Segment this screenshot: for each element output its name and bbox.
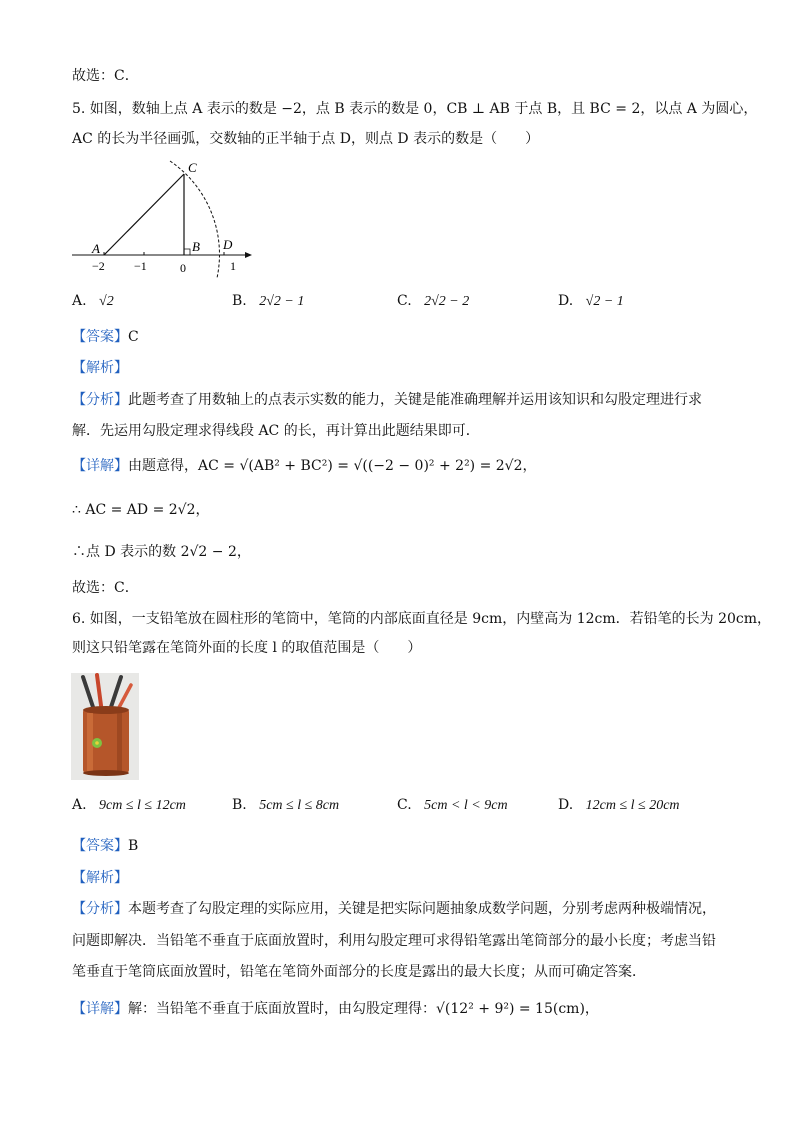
q6-option-b (232, 795, 339, 816)
q5-option-b-letter: B. (232, 293, 247, 309)
q6-option-c (397, 795, 508, 816)
q5-option-d-text: √2 − 1 (585, 294, 624, 309)
q6-fenxi-text1: 本题考查了勾股定理的实际应用，关键是把实际问题抽象成数学问题，分别考虑两种极端情况， (128, 901, 716, 917)
q6-option-a-text: 9cm ≤ l ≤ 12cm (99, 798, 186, 813)
q6-answer-value: B (128, 838, 139, 854)
q5-option-c (397, 291, 469, 312)
q5-option-c-text: 2√2 − 2 (424, 294, 470, 309)
tick-label-neg1: −1 (134, 259, 147, 273)
q5-final: 故选：C． (72, 580, 139, 596)
q5-analysis-heading (72, 358, 128, 378)
q6-answer-line (72, 836, 138, 856)
q5-stem-line1: 5. 如图，数轴上点 A 表示的数是 −2，点 B 表示的数是 0，CB ⊥ AB 于点 B，且 BC = 2，以点 A 为圆心， (72, 101, 758, 117)
q5-analysis-tag: 【解析】 (72, 360, 128, 376)
q5-option-a (72, 291, 114, 312)
q5-step2: ∴ AC = AD = 2√2， (72, 502, 210, 518)
q6-option-b-text: 5cm ≤ l ≤ 8cm (259, 798, 340, 813)
q5-number-line-diagram (70, 156, 260, 278)
prev-answer: 故选：C． (72, 68, 139, 84)
q6-option-a-letter: A. (72, 797, 87, 813)
q5-xiangjie-line (72, 456, 537, 476)
q5-option-d-letter: D. (558, 293, 574, 309)
q6-stem-line1: 6. 如图，一支铅笔放在圆柱形的笔筒中，笔筒的内部底面直径是 9cm，内壁高为 12cm．若铅笔的长为 20cm， (72, 611, 772, 627)
q6-option-d-text: 12cm ≤ l ≤ 20cm (585, 798, 680, 813)
q6-option-c-text: 5cm < l < 9cm (424, 798, 508, 813)
q5-stem-line2: AC 的长为半径画弧，交数轴的正半轴于点 D，则点 D 表示的数是（ ） (72, 131, 540, 147)
label-b: B (192, 239, 200, 254)
q6-option-d-letter: D. (558, 797, 574, 813)
q6-answer-tag: 【答案】 (72, 838, 128, 854)
label-c: C (188, 160, 197, 175)
q5-answer-tag: 【答案】 (72, 329, 128, 345)
q6-xiangjie-text: 解：当铅笔不垂直于底面放置时，由勾股定理得：√(12² + 9²) = 15(cm)， (128, 1001, 599, 1017)
tick-label-neg2: −2 (92, 259, 105, 273)
q6-fenxi-line2: 问题即解决．当铅笔不垂直于底面放置时，利用勾股定理可求得铅笔露出笔筒部分的最小长度；考虑当铅 (72, 933, 716, 949)
q6-fenxi-line3: 笔垂直于笔筒底面放置时，铅笔在笔筒外面部分的长度是露出的最大长度；从而可确定答案． (72, 964, 646, 980)
q5-fenxi-tag: 【分析】 (72, 392, 128, 408)
label-a: A (92, 241, 100, 256)
q5-option-c-letter: C. (397, 293, 412, 309)
q5-option-d (558, 291, 624, 312)
q6-fenxi-tag: 【分析】 (72, 901, 128, 917)
q6-analysis-tag: 【解析】 (72, 870, 128, 886)
pen-holder-photo (71, 673, 139, 780)
q5-fenxi-text1: 此题考查了用数轴上的点表示实数的能力，关键是能准确理解并运用该知识和勾股定理进行求 (128, 392, 702, 408)
tick-label-0: 0 (180, 261, 186, 275)
q6-fenxi-line1 (72, 899, 716, 919)
q5-fenxi-line2: 解．先运用勾股定理求得线段 AC 的长，再计算出此题结果即可． (72, 423, 480, 439)
tick-label-1: 1 (230, 259, 236, 273)
q5-option-b-text: 2√2 − 1 (259, 294, 305, 309)
q6-analysis-heading (72, 868, 128, 888)
q6-xiangjie-tag: 【详解】 (72, 1001, 128, 1017)
q6-option-b-letter: B. (232, 797, 247, 813)
q5-answer-line (72, 327, 139, 347)
q5-option-b (232, 291, 304, 312)
label-d: D (223, 237, 233, 252)
q5-answer-value: C (128, 329, 139, 345)
q5-step3: ∴点 D 表示的数 2√2 − 2， (72, 544, 251, 560)
q6-stem-line2: 则这只铅笔露在笔筒外面的长度 l 的取值范围是（ ） (72, 640, 422, 656)
q5-xiangjie-tag: 【详解】 (72, 458, 128, 474)
q6-option-c-letter: C. (397, 797, 412, 813)
q6-option-a (72, 795, 186, 816)
q6-option-d (558, 795, 680, 816)
q5-option-a-text: √2 (99, 294, 114, 309)
q5-fenxi-line1 (72, 390, 702, 410)
q5-xiangjie-text: 由题意得，AC = √(AB² + BC²) = √((−2 − 0)² + 2²) = 2√2， (128, 458, 537, 474)
q6-xiangjie-line (72, 999, 599, 1019)
q5-option-a-letter: A. (72, 293, 87, 309)
